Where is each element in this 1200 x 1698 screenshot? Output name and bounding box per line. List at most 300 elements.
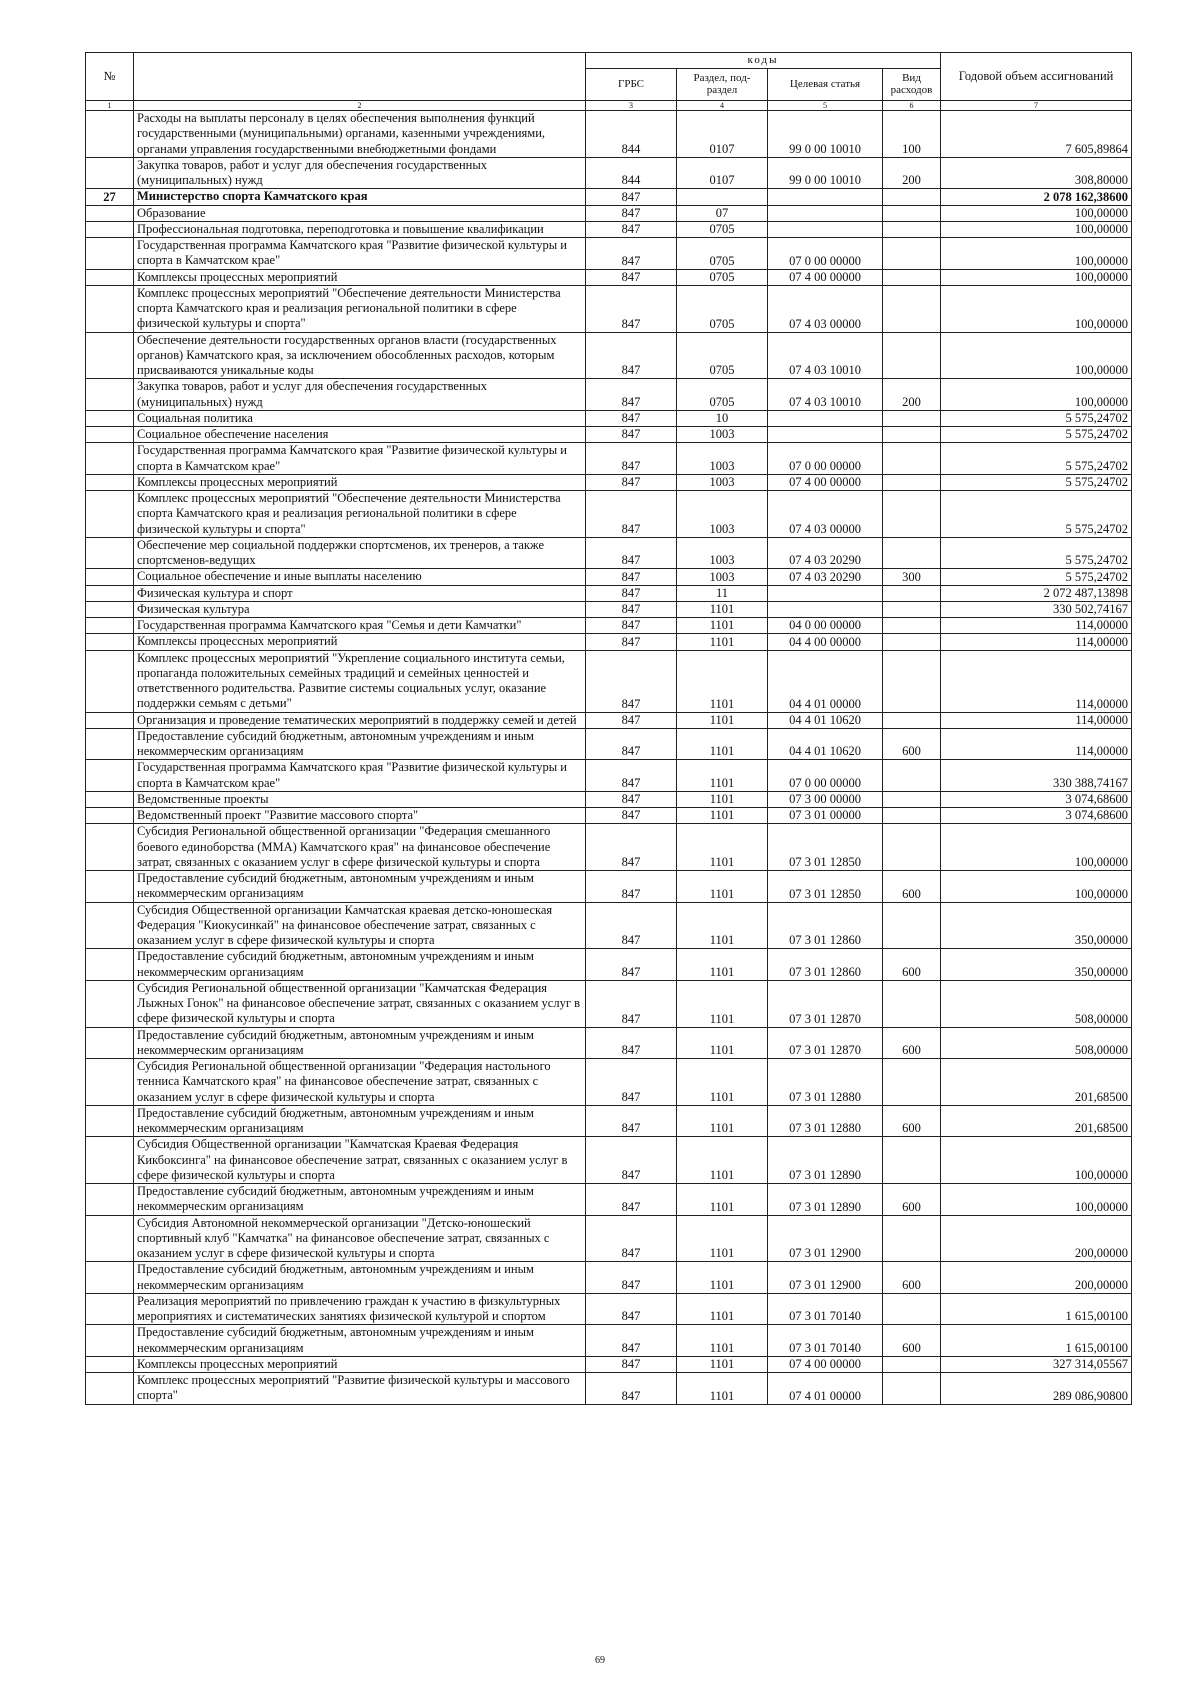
row-target: 07 3 01 12900 <box>768 1215 883 1262</box>
row-grbs: 847 <box>586 618 677 634</box>
row-amount: 7 605,89864 <box>941 111 1132 158</box>
row-section: 1101 <box>677 601 768 617</box>
row-number <box>86 443 134 475</box>
row-exp-type <box>883 410 941 426</box>
row-number <box>86 791 134 807</box>
row-name: Профессиональная подготовка, переподготовка и повышение квалификации <box>134 221 586 237</box>
row-number <box>86 474 134 490</box>
row-number <box>86 760 134 792</box>
table-row <box>86 650 1132 712</box>
row-amount: 508,00000 <box>941 980 1132 1027</box>
row-target: 99 0 00 10010 <box>768 111 883 158</box>
row-number <box>86 205 134 221</box>
row-amount: 100,00000 <box>941 1184 1132 1216</box>
row-target <box>768 427 883 443</box>
row-target: 99 0 00 10010 <box>768 157 883 189</box>
row-amount: 114,00000 <box>941 728 1132 760</box>
row-amount: 327 314,05567 <box>941 1356 1132 1372</box>
row-exp-type <box>883 1137 941 1184</box>
table-row <box>86 585 1132 601</box>
table-row <box>86 285 1132 332</box>
row-target: 07 4 00 00000 <box>768 269 883 285</box>
table-row <box>86 1325 1132 1357</box>
table-row <box>86 189 1132 205</box>
budget-sheet <box>85 52 1131 1405</box>
row-amount: 289 086,90800 <box>941 1373 1132 1405</box>
table-row <box>86 491 1132 538</box>
row-number <box>86 585 134 601</box>
row-name: Субсидия Региональной общественной организации "Федерация смешанного боевого единоборства (ММА) Камчатского края" на финансовое обеспечение затрат, связанных с оказанием услуг в сфере физической культуры и спорта <box>134 824 586 871</box>
row-name: Предоставление субсидий бюджетным, автономным учреждениям и иным некоммерческим организациям <box>134 871 586 903</box>
row-section: 1101 <box>677 760 768 792</box>
table-row <box>86 980 1132 1027</box>
row-target: 07 3 01 70140 <box>768 1325 883 1357</box>
row-amount: 3 074,68600 <box>941 808 1132 824</box>
row-grbs: 847 <box>586 238 677 270</box>
row-section: 1101 <box>677 712 768 728</box>
row-grbs: 847 <box>586 332 677 379</box>
row-target: 07 4 03 10010 <box>768 332 883 379</box>
row-section: 0705 <box>677 285 768 332</box>
row-name: Субсидия Общественной организации "Камчатская Краевая Федерация Кикбоксинга" на финансовое обеспечение затрат, связанных с оказанием услуг в сфере физической культуры и спорта <box>134 1137 586 1184</box>
row-name: Закупка товаров, работ и услуг для обеспечения государственных (муниципальных) нужд <box>134 157 586 189</box>
row-amount: 330 502,74167 <box>941 601 1132 617</box>
table-row <box>86 871 1132 903</box>
row-exp-type: 100 <box>883 111 941 158</box>
table-row <box>86 824 1132 871</box>
row-exp-type <box>883 427 941 443</box>
row-section: 1101 <box>677 1262 768 1294</box>
table-row <box>86 157 1132 189</box>
row-exp-type <box>883 332 941 379</box>
row-exp-type: 600 <box>883 1027 941 1059</box>
table-row <box>86 712 1132 728</box>
row-exp-type <box>883 491 941 538</box>
row-number <box>86 1059 134 1106</box>
row-number <box>86 601 134 617</box>
row-amount: 5 575,24702 <box>941 443 1132 475</box>
row-grbs: 847 <box>586 1137 677 1184</box>
col-number: 6 <box>883 101 941 111</box>
row-grbs: 847 <box>586 1059 677 1106</box>
row-target: 07 0 00 00000 <box>768 443 883 475</box>
row-section: 1101 <box>677 1356 768 1372</box>
row-amount: 5 575,24702 <box>941 491 1132 538</box>
row-exp-type <box>883 902 941 949</box>
row-amount: 100,00000 <box>941 285 1132 332</box>
row-target: 07 3 01 00000 <box>768 808 883 824</box>
row-section: 1101 <box>677 618 768 634</box>
row-grbs: 847 <box>586 871 677 903</box>
page-number: 69 <box>595 1655 605 1666</box>
row-exp-type: 600 <box>883 1262 941 1294</box>
row-number <box>86 221 134 237</box>
row-name: Комплексы процессных мероприятий <box>134 269 586 285</box>
row-section: 1101 <box>677 824 768 871</box>
table-row <box>86 238 1132 270</box>
table-row <box>86 1184 1132 1216</box>
row-target: 07 0 00 00000 <box>768 760 883 792</box>
row-amount: 100,00000 <box>941 824 1132 871</box>
row-number <box>86 157 134 189</box>
row-name: Ведомственный проект "Развитие массового спорта" <box>134 808 586 824</box>
row-section: 1101 <box>677 1293 768 1325</box>
row-number <box>86 238 134 270</box>
row-grbs: 847 <box>586 1027 677 1059</box>
row-amount: 100,00000 <box>941 332 1132 379</box>
row-exp-type: 200 <box>883 379 941 411</box>
row-section: 0705 <box>677 238 768 270</box>
row-amount: 5 575,24702 <box>941 410 1132 426</box>
table-row <box>86 791 1132 807</box>
row-number <box>86 650 134 712</box>
row-grbs: 847 <box>586 712 677 728</box>
table-row <box>86 1137 1132 1184</box>
row-section: 1101 <box>677 791 768 807</box>
table-body <box>86 111 1132 1405</box>
row-amount: 3 074,68600 <box>941 791 1132 807</box>
row-number <box>86 427 134 443</box>
table-row <box>86 537 1132 569</box>
row-target: 07 4 01 00000 <box>768 1373 883 1405</box>
table-row <box>86 601 1132 617</box>
row-exp-type <box>883 1293 941 1325</box>
row-amount: 200,00000 <box>941 1262 1132 1294</box>
row-amount: 1 615,00100 <box>941 1293 1132 1325</box>
row-amount: 100,00000 <box>941 238 1132 270</box>
table-row <box>86 443 1132 475</box>
row-grbs: 847 <box>586 650 677 712</box>
row-amount: 100,00000 <box>941 871 1132 903</box>
row-number <box>86 1137 134 1184</box>
row-amount: 100,00000 <box>941 379 1132 411</box>
row-target: 07 3 01 12860 <box>768 949 883 981</box>
row-number <box>86 1325 134 1357</box>
row-number <box>86 537 134 569</box>
row-number <box>86 1105 134 1137</box>
col-header-name <box>134 53 586 101</box>
row-grbs: 847 <box>586 808 677 824</box>
table-row <box>86 269 1132 285</box>
row-grbs: 847 <box>586 791 677 807</box>
row-number <box>86 902 134 949</box>
row-grbs: 847 <box>586 205 677 221</box>
row-number <box>86 1215 134 1262</box>
row-name: Предоставление субсидий бюджетным, автономным учреждениям и иным некоммерческим организациям <box>134 1262 586 1294</box>
row-target: 07 3 01 12880 <box>768 1105 883 1137</box>
row-grbs: 847 <box>586 980 677 1027</box>
budget-table <box>85 52 1132 1405</box>
row-exp-type <box>883 221 941 237</box>
row-name: Комплексы процессных мероприятий <box>134 474 586 490</box>
col-number: 3 <box>586 101 677 111</box>
row-exp-type <box>883 712 941 728</box>
row-exp-type: 600 <box>883 871 941 903</box>
row-number <box>86 618 134 634</box>
row-section: 1101 <box>677 1325 768 1357</box>
row-grbs: 847 <box>586 443 677 475</box>
col-header-exp-type: Вид расходов <box>883 69 941 101</box>
row-target: 04 4 01 00000 <box>768 650 883 712</box>
row-target <box>768 410 883 426</box>
row-amount: 100,00000 <box>941 269 1132 285</box>
row-target: 07 3 01 12850 <box>768 871 883 903</box>
row-grbs: 847 <box>586 728 677 760</box>
row-number <box>86 824 134 871</box>
row-grbs: 847 <box>586 1262 677 1294</box>
table-row <box>86 1356 1132 1372</box>
row-number <box>86 871 134 903</box>
row-name: Субсидия Общественной организации Камчатская краевая детско-юношеская Федерация "Киокусинкай" на финансовое обеспечение затрат, связанных с оказанием услуг в сфере физической культуры и спорта <box>134 902 586 949</box>
row-amount: 330 388,74167 <box>941 760 1132 792</box>
row-name: Комплекс процессных мероприятий "Обеспечение деятельности Министерства спорта Камчатского края и реализация региональной политики в сфере физической культуры и спорта" <box>134 285 586 332</box>
row-amount: 5 575,24702 <box>941 474 1132 490</box>
col-number: 7 <box>941 101 1132 111</box>
row-grbs: 847 <box>586 634 677 650</box>
row-grbs: 844 <box>586 111 677 158</box>
row-target: 07 4 00 00000 <box>768 474 883 490</box>
row-number <box>86 728 134 760</box>
table-row <box>86 728 1132 760</box>
row-amount: 200,00000 <box>941 1215 1132 1262</box>
row-name: Социальная политика <box>134 410 586 426</box>
row-exp-type <box>883 443 941 475</box>
row-amount: 1 615,00100 <box>941 1325 1132 1357</box>
row-section: 1101 <box>677 650 768 712</box>
row-name: Предоставление субсидий бюджетным, автономным учреждениям и иным некоммерческим организациям <box>134 949 586 981</box>
row-section: 1101 <box>677 1027 768 1059</box>
row-exp-type <box>883 1215 941 1262</box>
row-target: 07 4 03 20290 <box>768 537 883 569</box>
row-section: 1003 <box>677 537 768 569</box>
table-row <box>86 902 1132 949</box>
row-number <box>86 1027 134 1059</box>
row-exp-type: 600 <box>883 728 941 760</box>
row-name: Физическая культура и спорт <box>134 585 586 601</box>
row-section: 10 <box>677 410 768 426</box>
row-section: 1101 <box>677 1215 768 1262</box>
row-section: 1101 <box>677 949 768 981</box>
row-name: Обеспечение деятельности государственных органов власти (государственных органов) Камчатского края, за исключением обособленных расходов, которым присваиваются уникальные коды <box>134 332 586 379</box>
row-number <box>86 1184 134 1216</box>
row-grbs: 847 <box>586 760 677 792</box>
table-row <box>86 634 1132 650</box>
row-amount: 114,00000 <box>941 634 1132 650</box>
row-name: Государственная программа Камчатского края "Развитие физической культуры и спорта в Камчатском крае" <box>134 238 586 270</box>
row-section: 1101 <box>677 902 768 949</box>
row-exp-type <box>883 601 941 617</box>
table-row <box>86 1027 1132 1059</box>
row-section: 0705 <box>677 269 768 285</box>
col-header-grbs: ГРБС <box>586 69 677 101</box>
row-exp-type: 600 <box>883 949 941 981</box>
row-number <box>86 634 134 650</box>
table-row <box>86 427 1132 443</box>
row-amount: 100,00000 <box>941 1137 1132 1184</box>
row-target: 07 3 01 12850 <box>768 824 883 871</box>
table-row <box>86 949 1132 981</box>
row-section: 0705 <box>677 221 768 237</box>
row-name: Государственная программа Камчатского края "Развитие физической культуры и спорта в Камчатском крае" <box>134 443 586 475</box>
row-exp-type <box>883 618 941 634</box>
row-name: Организация и проведение тематических мероприятий в поддержку семей и детей <box>134 712 586 728</box>
col-header-num: № <box>86 53 134 101</box>
row-section: 1101 <box>677 634 768 650</box>
row-target <box>768 601 883 617</box>
row-section: 1003 <box>677 491 768 538</box>
row-target: 07 4 00 00000 <box>768 1356 883 1372</box>
col-header-section: Раздел, под-раздел <box>677 69 768 101</box>
table-row <box>86 1373 1132 1405</box>
row-target: 07 3 01 12870 <box>768 1027 883 1059</box>
row-name: Реализация мероприятий по привлечению граждан к участию в физкультурных мероприятиях и систематических занятиях физической культурой и спортом <box>134 1293 586 1325</box>
row-amount: 2 072 487,13898 <box>941 585 1132 601</box>
row-target: 07 3 01 12860 <box>768 902 883 949</box>
table-row <box>86 332 1132 379</box>
row-grbs: 847 <box>586 824 677 871</box>
row-exp-type <box>883 285 941 332</box>
table-row <box>86 474 1132 490</box>
table-row <box>86 1262 1132 1294</box>
row-number <box>86 712 134 728</box>
row-target: 04 0 00 00000 <box>768 618 883 634</box>
row-section: 1003 <box>677 427 768 443</box>
row-name: Субсидия Региональной общественной организации "Камчатская Федерация Лыжных Гонок" на финансовое обеспечение затрат, связанных с оказанием услуг в сфере физической культуры и спорта <box>134 980 586 1027</box>
row-exp-type: 600 <box>883 1184 941 1216</box>
col-number: 1 <box>86 101 134 111</box>
row-name: Субсидия Автономной некоммерческой организации "Детско-юношеский спортивный клуб "Камчатка" на финансовое обеспечение затрат, связанных с оказанием услуг в сфере физической культуры и спорта <box>134 1215 586 1262</box>
col-header-amount: Годовой объем ассигнований <box>941 53 1132 101</box>
row-amount: 350,00000 <box>941 949 1132 981</box>
row-section: 0705 <box>677 379 768 411</box>
row-section: 0705 <box>677 332 768 379</box>
row-amount: 2 078 162,38600 <box>941 189 1132 205</box>
row-amount: 100,00000 <box>941 205 1132 221</box>
row-target: 07 4 03 00000 <box>768 491 883 538</box>
row-name: Комплексы процессных мероприятий <box>134 634 586 650</box>
row-section: 1003 <box>677 443 768 475</box>
row-name: Комплексы процессных мероприятий <box>134 1356 586 1372</box>
row-exp-type <box>883 238 941 270</box>
row-target: 07 4 03 20290 <box>768 569 883 585</box>
row-exp-type <box>883 269 941 285</box>
col-header-target: Целевая статья <box>768 69 883 101</box>
row-exp-type: 600 <box>883 1105 941 1137</box>
row-exp-type <box>883 1356 941 1372</box>
row-exp-type <box>883 791 941 807</box>
row-target: 04 4 01 10620 <box>768 712 883 728</box>
row-grbs: 847 <box>586 379 677 411</box>
row-target <box>768 205 883 221</box>
row-section: 1101 <box>677 728 768 760</box>
row-amount: 114,00000 <box>941 712 1132 728</box>
col-header-codes: коды <box>586 53 941 69</box>
row-exp-type <box>883 634 941 650</box>
row-amount: 5 575,24702 <box>941 537 1132 569</box>
row-amount: 350,00000 <box>941 902 1132 949</box>
row-name: Предоставление субсидий бюджетным, автономным учреждениям и иным некоммерческим организациям <box>134 1105 586 1137</box>
row-grbs: 847 <box>586 189 677 205</box>
row-number <box>86 269 134 285</box>
row-section: 1101 <box>677 871 768 903</box>
row-target: 04 4 00 00000 <box>768 634 883 650</box>
row-number <box>86 808 134 824</box>
row-name: Закупка товаров, работ и услуг для обеспечения государственных (муниципальных) нужд <box>134 379 586 411</box>
row-section: 0107 <box>677 111 768 158</box>
row-number <box>86 1373 134 1405</box>
row-name: Образование <box>134 205 586 221</box>
row-amount: 201,68500 <box>941 1105 1132 1137</box>
row-name: Расходы на выплаты персоналу в целях обеспечения выполнения функций государственными (муниципальными) органами, казенными учреждениями, органами управления государственными внебюджетными фондами <box>134 111 586 158</box>
row-amount: 5 575,24702 <box>941 569 1132 585</box>
table-row <box>86 111 1132 158</box>
row-name: Комплекс процессных мероприятий "Укрепление социального института семьи, пропаганда положительных семейных традиций и семейных ценностей и ответственного родительства. Развитие системы социальных услуг, оказание поддержки семьям с детьми" <box>134 650 586 712</box>
row-name: Предоставление субсидий бюджетным, автономным учреждениям и иным некоммерческим организациям <box>134 728 586 760</box>
row-grbs: 847 <box>586 474 677 490</box>
row-number <box>86 1293 134 1325</box>
row-number <box>86 410 134 426</box>
row-target: 07 4 03 00000 <box>768 285 883 332</box>
row-section: 1101 <box>677 980 768 1027</box>
row-name: Предоставление субсидий бюджетным, автономным учреждениям и иным некоммерческим организациям <box>134 1184 586 1216</box>
row-section: 1101 <box>677 1059 768 1106</box>
row-target: 04 4 01 10620 <box>768 728 883 760</box>
table-row <box>86 1293 1132 1325</box>
row-target: 07 3 01 12890 <box>768 1137 883 1184</box>
row-section: 1101 <box>677 1105 768 1137</box>
row-number <box>86 332 134 379</box>
row-grbs: 847 <box>586 491 677 538</box>
row-exp-type <box>883 474 941 490</box>
row-grbs: 847 <box>586 285 677 332</box>
table-row <box>86 410 1132 426</box>
row-number <box>86 1356 134 1372</box>
col-number: 4 <box>677 101 768 111</box>
row-grbs: 847 <box>586 569 677 585</box>
row-name: Обеспечение мер социальной поддержки спортсменов, их тренеров, а также спортсменов-ведущих <box>134 537 586 569</box>
row-section: 07 <box>677 205 768 221</box>
row-exp-type <box>883 537 941 569</box>
row-section: 1101 <box>677 1373 768 1405</box>
row-name: Государственная программа Камчатского края "Семья и дети Камчатки" <box>134 618 586 634</box>
row-exp-type <box>883 585 941 601</box>
row-target <box>768 189 883 205</box>
table-row <box>86 569 1132 585</box>
row-amount: 100,00000 <box>941 221 1132 237</box>
row-grbs: 847 <box>586 902 677 949</box>
row-amount: 308,80000 <box>941 157 1132 189</box>
row-exp-type <box>883 980 941 1027</box>
row-number <box>86 379 134 411</box>
table-row <box>86 205 1132 221</box>
row-name: Комплекс процессных мероприятий "Обеспечение деятельности Министерства спорта Камчатского края и реализация региональной политики в сфере физической культуры и спорта" <box>134 491 586 538</box>
col-number: 2 <box>134 101 586 111</box>
row-target: 07 3 01 12890 <box>768 1184 883 1216</box>
row-name: Ведомственные проекты <box>134 791 586 807</box>
row-number: 27 <box>86 189 134 205</box>
row-amount: 114,00000 <box>941 618 1132 634</box>
table-row <box>86 808 1132 824</box>
row-exp-type <box>883 189 941 205</box>
row-amount: 508,00000 <box>941 1027 1132 1059</box>
table-row <box>86 760 1132 792</box>
row-target: 07 3 01 12880 <box>768 1059 883 1106</box>
row-name: Физическая культура <box>134 601 586 617</box>
table-row <box>86 221 1132 237</box>
row-exp-type: 300 <box>883 569 941 585</box>
row-grbs: 847 <box>586 1105 677 1137</box>
row-number <box>86 1262 134 1294</box>
